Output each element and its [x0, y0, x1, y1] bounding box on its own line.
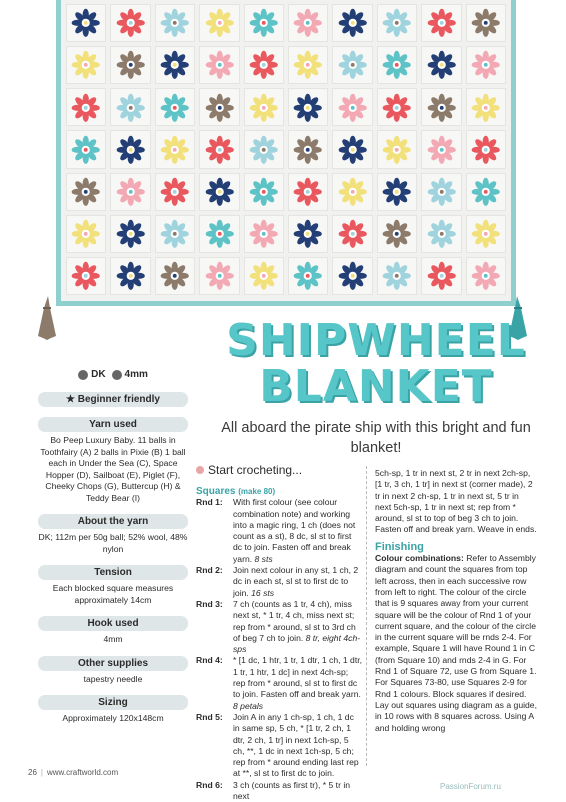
granny-square: [244, 46, 284, 84]
flower-icon: [248, 93, 279, 123]
footer: 26 | www.craftworld.com: [28, 768, 119, 777]
round-stitch-count: 8 petals: [233, 700, 264, 711]
flower-icon: [470, 93, 501, 123]
flower-icon: [70, 261, 101, 291]
granny-square: [332, 215, 372, 253]
granny-square: [466, 257, 506, 295]
finishing-text: Colour combinations: Refer to Assembly diagram and count the squares from top left across, then in each successive row from left to right. The colour of the circle that is 9 squares away from your current square will be the colour of Rnd 1 of your current square, and the colour of the circle in the current square will be rnds 2-4. For example, Square 1 will have Round 1 in C (from Square 10) and rnds 2-4 in G. For Rnd 1 of Square 72, use G from Square 1. For Squares 73-80, use Squares 2-9 for Rnd 1 colours. Block squares if desired. Lay out squares using diagram as a guide, in 10 rows with 8 squares across. Using A and holding wrong: [375, 553, 537, 733]
granny-square: [199, 257, 239, 295]
granny-square: [155, 4, 195, 42]
granny-square: [421, 88, 461, 126]
hook-used-heading: Hook used: [38, 616, 188, 631]
column-divider: [366, 466, 367, 766]
round-label: Rnd 3:: [196, 598, 223, 609]
granny-square: [288, 215, 328, 253]
flower-icon: [115, 93, 146, 123]
round-stitch-count: 16 sts: [251, 587, 275, 598]
squares-heading: Squares (make 80): [196, 486, 276, 497]
watermark: PassionForum.ru: [440, 782, 501, 791]
granny-square: [110, 88, 150, 126]
instructions-column-1: [196, 462, 362, 802]
flower-icon: [381, 219, 412, 249]
granny-square: [377, 46, 417, 84]
flower-icon: [292, 261, 323, 291]
granny-square: [244, 4, 284, 42]
round-text: With first colour (see colour combination note) and working into a magic ring, 1 ch (does not count as a st), 8 dc, sl st to first dc to join. Fasten off and break yarn. 8 sts: [233, 497, 356, 564]
granny-square: [377, 215, 417, 253]
sizing-block: [34, 695, 192, 725]
sizing-heading: Sizing: [38, 695, 188, 710]
granny-square: [199, 88, 239, 126]
granny-square: [332, 46, 372, 84]
flower-icon: [426, 135, 457, 165]
title-line-2: BLANKET: [259, 361, 493, 412]
granny-square: [66, 4, 106, 42]
round-item: [196, 712, 362, 780]
flower-icon: [381, 93, 412, 123]
round-item: [196, 497, 362, 565]
granny-square: [288, 173, 328, 211]
start-heading: Start crocheting...: [196, 462, 362, 478]
granny-square: [244, 88, 284, 126]
flower-icon: [337, 50, 368, 80]
flower-icon: [70, 8, 101, 38]
granny-square: [377, 4, 417, 42]
round-label: Rnd 1:: [196, 497, 223, 508]
other-supplies-text: tapestry needle: [83, 673, 143, 684]
flower-icon: [381, 177, 412, 207]
flower-icon: [292, 50, 323, 80]
flower-icon: [159, 50, 190, 80]
flower-icon: [115, 261, 146, 291]
flower-icon: [426, 8, 457, 38]
flower-icon: [159, 93, 190, 123]
granny-square: [288, 130, 328, 168]
flower-icon: [70, 219, 101, 249]
flower-icon: [381, 50, 412, 80]
flower-icon: [337, 8, 368, 38]
flower-icon: [204, 8, 235, 38]
granny-square: [421, 173, 461, 211]
round-item: [196, 599, 362, 655]
flower-icon: [292, 93, 323, 123]
site-link[interactable]: www.craftworld.com: [46, 768, 119, 777]
tension-heading: Tension: [38, 565, 188, 580]
flower-icon: [204, 261, 235, 291]
granny-square: [66, 173, 106, 211]
granny-square: [110, 130, 150, 168]
flower-icon: [337, 177, 368, 207]
flower-icon: [248, 50, 279, 80]
flower-icon: [470, 261, 501, 291]
round-stitch-count: 8 tr, eight 4ch-sps: [233, 632, 361, 655]
flower-icon: [248, 177, 279, 207]
flower-icon: [115, 8, 146, 38]
flower-icon: [70, 93, 101, 123]
round-text: * [1 dc, 1 htr, 1 tr, 1 dtr, 1 ch, 1 dtr, 1 tr, 1 htr, 1 dc] in next 4ch-sp; rep from * around, sl st to first dc to join. Fasten off and break yarn. 8 petals: [233, 655, 362, 711]
tassel-left-icon: [34, 296, 60, 342]
yarn-used-text: Bo Peep Luxury Baby. 11 balls in Toothfairy (A) 2 balls in Pixie (B) 1 ball each in Under the Sea (C), Space Hopper (D), Sailboat (E), Piglet (F), Cheeky Chops (G), Buttercup (H) & Teddy Bear (I): [40, 435, 186, 503]
flower-icon: [159, 8, 190, 38]
flower-icon: [337, 135, 368, 165]
yarn-used-block: [34, 417, 192, 504]
flower-icon: [470, 8, 501, 38]
flower-icon: [204, 50, 235, 80]
granny-square: [466, 88, 506, 126]
page-number: 26: [28, 768, 37, 777]
round-label: Rnd 6:: [196, 779, 223, 790]
granny-square: [332, 88, 372, 126]
rounds-list: [196, 497, 362, 802]
flower-icon: [426, 93, 457, 123]
flower-icon: [70, 177, 101, 207]
colour-combinations-label: Colour combinations:: [375, 553, 464, 564]
granny-square: [466, 46, 506, 84]
instructions-column-2: [375, 468, 537, 734]
tension-block: [34, 565, 192, 606]
rnd6-continued: 5ch-sp, 1 tr in next st, 2 tr in next 2ch-sp, [1 tr, 3 ch, 1 tr] in next st (corner made), 2 tr in next 2 ch-sp, 1 tr in next st, 5 tr in next 5ch-sp, 1 tr in next st; rep from * around, sl st to top of beg 3 ch to join. Fasten off and break yarn. Weave in ends.: [375, 468, 537, 535]
granny-square: [332, 173, 372, 211]
granny-square: [377, 130, 417, 168]
granny-square: [66, 130, 106, 168]
granny-square: [110, 173, 150, 211]
granny-square: [66, 257, 106, 295]
page-title: [190, 315, 562, 412]
granny-square: [244, 130, 284, 168]
granny-square: [244, 215, 284, 253]
flower-icon: [426, 219, 457, 249]
round-stitch-count: 8 sts: [254, 553, 273, 564]
flower-icon: [292, 135, 323, 165]
granny-square: [466, 173, 506, 211]
other-supplies-block: [34, 656, 192, 686]
title-line-1: SHIPWHEEL: [226, 315, 526, 366]
flower-icon: [115, 177, 146, 207]
hook-icon: [112, 370, 122, 380]
info-column: [34, 368, 192, 725]
round-label: Rnd 4:: [196, 655, 223, 666]
flower-icon: [70, 50, 101, 80]
round-text: Join A in any 1 ch-sp, 1 ch, 1 dc in same sp, 5 ch, * [1 tr, 2 ch, 1 dtr, 2 ch, 1 tr] in next 1ch-sp, 5 ch, **, 1 dc in next 1ch-sp, 5 ch; rep from * around ending last rep at **, sl st to first dc to join.: [233, 711, 359, 779]
flower-icon: [204, 219, 235, 249]
flower-icon: [337, 261, 368, 291]
granny-square: [466, 215, 506, 253]
granny-square: [332, 4, 372, 42]
granny-square: [377, 173, 417, 211]
flower-icon: [204, 135, 235, 165]
granny-square: [110, 215, 150, 253]
yarn-used-heading: Yarn used: [38, 417, 188, 432]
blanket-photo: [56, 0, 516, 306]
flower-icon: [159, 177, 190, 207]
granny-square: [155, 130, 195, 168]
granny-square: [421, 4, 461, 42]
flower-icon: [337, 93, 368, 123]
granny-square: [421, 130, 461, 168]
granny-square: [288, 88, 328, 126]
granny-square: [466, 4, 506, 42]
granny-square: [155, 257, 195, 295]
flower-icon: [381, 261, 412, 291]
flower-icon: [115, 135, 146, 165]
flower-icon: [470, 50, 501, 80]
flower-icon: [292, 8, 323, 38]
granny-square: [288, 4, 328, 42]
granny-square: [421, 257, 461, 295]
granny-square: [199, 130, 239, 168]
granny-square: [244, 173, 284, 211]
tension-text: Each blocked square measures approximately 14cm: [52, 583, 174, 605]
level-badge: ★ Beginner friendly: [38, 392, 188, 407]
flower-icon: [204, 93, 235, 123]
granny-square: [155, 215, 195, 253]
granny-square: [244, 257, 284, 295]
flower-icon: [470, 219, 501, 249]
granny-square: [110, 4, 150, 42]
round-text: Join next colour in any st, 1 ch, 2 dc in each st, sl st to first dc to join. 16 sts: [233, 565, 359, 598]
about-yarn-block: [34, 514, 192, 555]
granny-square: [199, 173, 239, 211]
round-item: [196, 655, 362, 711]
yarn-ball-icon: [78, 370, 88, 380]
granny-square: [66, 46, 106, 84]
granny-square: [199, 46, 239, 84]
flower-icon: [248, 135, 279, 165]
flower-icon: [337, 219, 368, 249]
flower-icon: [70, 135, 101, 165]
granny-square: [421, 46, 461, 84]
round-text: 7 ch (counts as 1 tr, 4 ch), miss next st, * 1 tr, 4 ch, miss next st; rep from * around, sl st to 3rd ch of beg 7 ch to join. 8 tr, eight 4ch-sps: [233, 598, 361, 655]
granny-square: [288, 46, 328, 84]
flower-icon: [159, 135, 190, 165]
hook-used-block: [34, 616, 192, 646]
granny-square: [66, 88, 106, 126]
bullet-icon: [196, 466, 204, 474]
hook-used-text: 4mm: [103, 634, 123, 644]
flower-icon: [426, 177, 457, 207]
granny-square: [466, 130, 506, 168]
yarn-weight: DK: [78, 369, 105, 381]
round-item: [196, 565, 362, 599]
about-yarn-heading: About the yarn: [38, 514, 188, 529]
other-supplies-heading: Other supplies: [38, 656, 188, 671]
round-item: [196, 780, 362, 802]
granny-square: [155, 173, 195, 211]
granny-square: [199, 215, 239, 253]
round-label: Rnd 5:: [196, 711, 223, 722]
flower-icon: [248, 219, 279, 249]
about-yarn-text: DK; 112m per 50g ball; 52% wool, 48% nylon: [38, 532, 188, 554]
flower-icon: [381, 8, 412, 38]
flower-icon: [292, 177, 323, 207]
granny-square: [421, 215, 461, 253]
granny-square: [199, 4, 239, 42]
granny-square: [66, 215, 106, 253]
spec-row: [34, 368, 192, 382]
subtitle: All aboard the pirate ship with this bright and fun blanket!: [221, 420, 531, 456]
granny-square: [332, 257, 372, 295]
flower-icon: [159, 219, 190, 249]
flower-icon: [115, 50, 146, 80]
granny-square: [332, 130, 372, 168]
sizing-text: Approximately 120x148cm: [62, 713, 164, 723]
flower-icon: [159, 261, 190, 291]
flower-icon: [470, 177, 501, 207]
flower-icon: [426, 261, 457, 291]
flower-icon: [426, 50, 457, 80]
granny-square: [155, 88, 195, 126]
flower-icon: [470, 135, 501, 165]
granny-square: [288, 257, 328, 295]
hook-size: 4mm: [112, 369, 148, 381]
granny-square: [110, 46, 150, 84]
granny-square: [377, 88, 417, 126]
round-label: Rnd 2:: [196, 565, 223, 576]
round-text: 3 ch (counts as first tr), * 5 tr in next: [233, 779, 351, 802]
granny-square: [110, 257, 150, 295]
flower-icon: [248, 8, 279, 38]
granny-square: [377, 257, 417, 295]
flower-icon: [204, 177, 235, 207]
granny-square: [155, 46, 195, 84]
flower-icon: [248, 261, 279, 291]
flower-icon: [292, 219, 323, 249]
flower-icon: [115, 219, 146, 249]
finishing-heading: Finishing: [375, 540, 424, 553]
flower-icon: [381, 135, 412, 165]
